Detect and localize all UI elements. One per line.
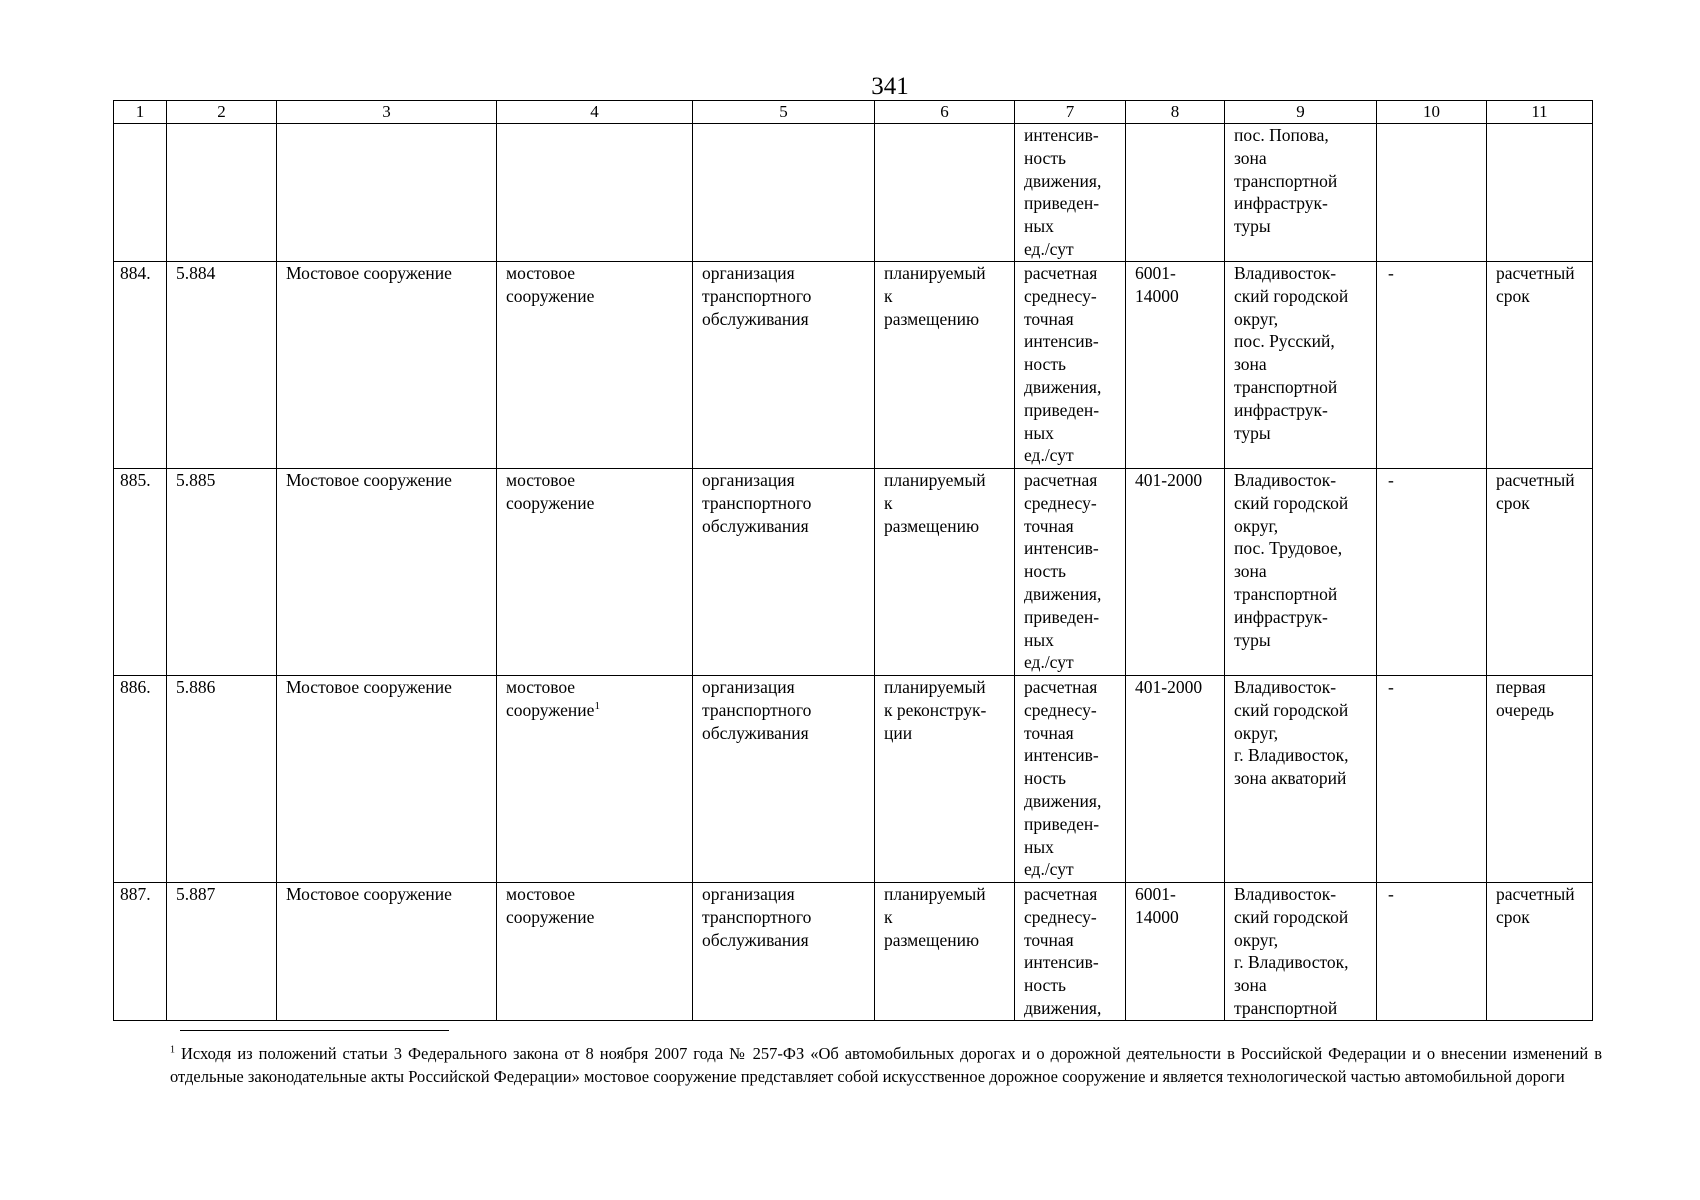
object-id-cell: 5.884: [167, 262, 277, 469]
characteristic-cell: расчетная среднесу- точная интенсив- ность движения, приведен- ных ед./сут: [1015, 676, 1126, 883]
term-cell: [1487, 124, 1593, 262]
row-number-cell: [114, 124, 167, 262]
status-cell: планируемый к реконструк- ции: [875, 676, 1015, 883]
value-cell: 6001- 14000: [1126, 883, 1225, 1021]
status-cell: планируемый к размещению: [875, 262, 1015, 469]
zone-cell: -: [1377, 676, 1487, 883]
object-type-cell: мостовое сооружение: [497, 262, 693, 469]
column-header: 2: [167, 101, 277, 124]
table-row: [114, 124, 1593, 262]
term-cell: расчетный срок: [1487, 883, 1593, 1021]
object-type-cell: мостовое сооружение: [497, 883, 693, 1021]
object-type-text: мостовое сооружение: [506, 677, 595, 720]
location-cell: пос. Попова, зона транспортной инфраструк- туры: [1225, 124, 1377, 262]
table-row: [114, 262, 1593, 469]
object-name-cell: Мостовое сооружение: [277, 676, 497, 883]
status-cell: [875, 124, 1015, 262]
row-number-cell: 885.: [114, 469, 167, 676]
object-name-cell: Мостовое сооружение: [277, 262, 497, 469]
column-header: 4: [497, 101, 693, 124]
objects-table: [113, 100, 1593, 1021]
object-name-cell: Мостовое сооружение: [277, 469, 497, 676]
footnote-reference: 1: [594, 699, 600, 712]
column-header: 11: [1487, 101, 1593, 124]
zone-cell: -: [1377, 469, 1487, 676]
column-header: 7: [1015, 101, 1126, 124]
column-header: 1: [114, 101, 167, 124]
row-number-cell: 887.: [114, 883, 167, 1021]
status-cell: планируемый к размещению: [875, 883, 1015, 1021]
characteristic-cell: интенсив- ность движения, приведен- ных ед./сут: [1015, 124, 1126, 262]
row-number-cell: 884.: [114, 262, 167, 469]
object-type-cell: [497, 124, 693, 262]
purpose-cell: организация транспортного обслуживания: [693, 262, 875, 469]
location-cell: Владивосток- ский городской округ, пос. Русский, зона транспортной инфраструк- туры: [1225, 262, 1377, 469]
value-cell: 401-2000: [1126, 676, 1225, 883]
location-cell: Владивосток- ский городской округ, г. Владивосток, зона акваторий: [1225, 676, 1377, 883]
purpose-cell: организация транспортного обслуживания: [693, 676, 875, 883]
value-cell: 6001- 14000: [1126, 262, 1225, 469]
table-row: [114, 883, 1593, 1021]
column-header: 8: [1126, 101, 1225, 124]
purpose-cell: организация транспортного обслуживания: [693, 883, 875, 1021]
table-header-row: [114, 101, 1593, 124]
value-cell: [1126, 124, 1225, 262]
object-type-cell: [497, 676, 693, 883]
zone-cell: -: [1377, 262, 1487, 469]
footnote-text: Исходя из положений статьи 3 Федерального закона от 8 ноября 2007 года № 257-ФЗ «Об автомобильных дорогах и о дорожной деятельности в Российской Федерации и о внесении изменений в отдельные законодательные акты Российской Федерации» мостовое сооружение представляет собой искусственное дорожное сооружение и является технологической частью автомобильной дороги: [170, 1044, 1602, 1086]
footnote-marker: 1: [170, 1044, 175, 1056]
page-number: 341: [871, 73, 909, 100]
object-id-cell: 5.887: [167, 883, 277, 1021]
footnote: [170, 1042, 1602, 1088]
characteristic-cell: расчетная среднесу- точная интенсив- ность движения, приведен- ных ед./сут: [1015, 262, 1126, 469]
column-header: 6: [875, 101, 1015, 124]
column-header: 3: [277, 101, 497, 124]
location-cell: Владивосток- ский городской округ, г. Владивосток, зона транспортной: [1225, 883, 1377, 1021]
characteristic-cell: расчетная среднесу- точная интенсив- ность движения, приведен- ных ед./сут: [1015, 469, 1126, 676]
purpose-cell: организация транспортного обслуживания: [693, 469, 875, 676]
table-row: [114, 469, 1593, 676]
status-cell: планируемый к размещению: [875, 469, 1015, 676]
column-header: 10: [1377, 101, 1487, 124]
term-cell: расчетный срок: [1487, 262, 1593, 469]
object-id-cell: [167, 124, 277, 262]
zone-cell: [1377, 124, 1487, 262]
object-name-cell: Мостовое сооружение: [277, 883, 497, 1021]
location-cell: Владивосток- ский городской округ, пос. Трудовое, зона транспортной инфраструк- туры: [1225, 469, 1377, 676]
term-cell: расчетный срок: [1487, 469, 1593, 676]
zone-cell: -: [1377, 883, 1487, 1021]
column-header: 9: [1225, 101, 1377, 124]
object-type-cell: мостовое сооружение: [497, 469, 693, 676]
table-row: [114, 676, 1593, 883]
footnote-divider: [180, 1030, 449, 1031]
characteristic-cell: расчетная среднесу- точная интенсив- ность движения,: [1015, 883, 1126, 1021]
object-id-cell: 5.885: [167, 469, 277, 676]
object-id-cell: 5.886: [167, 676, 277, 883]
row-number-cell: 886.: [114, 676, 167, 883]
purpose-cell: [693, 124, 875, 262]
term-cell: первая очередь: [1487, 676, 1593, 883]
column-header: 5: [693, 101, 875, 124]
object-name-cell: [277, 124, 497, 262]
value-cell: 401-2000: [1126, 469, 1225, 676]
